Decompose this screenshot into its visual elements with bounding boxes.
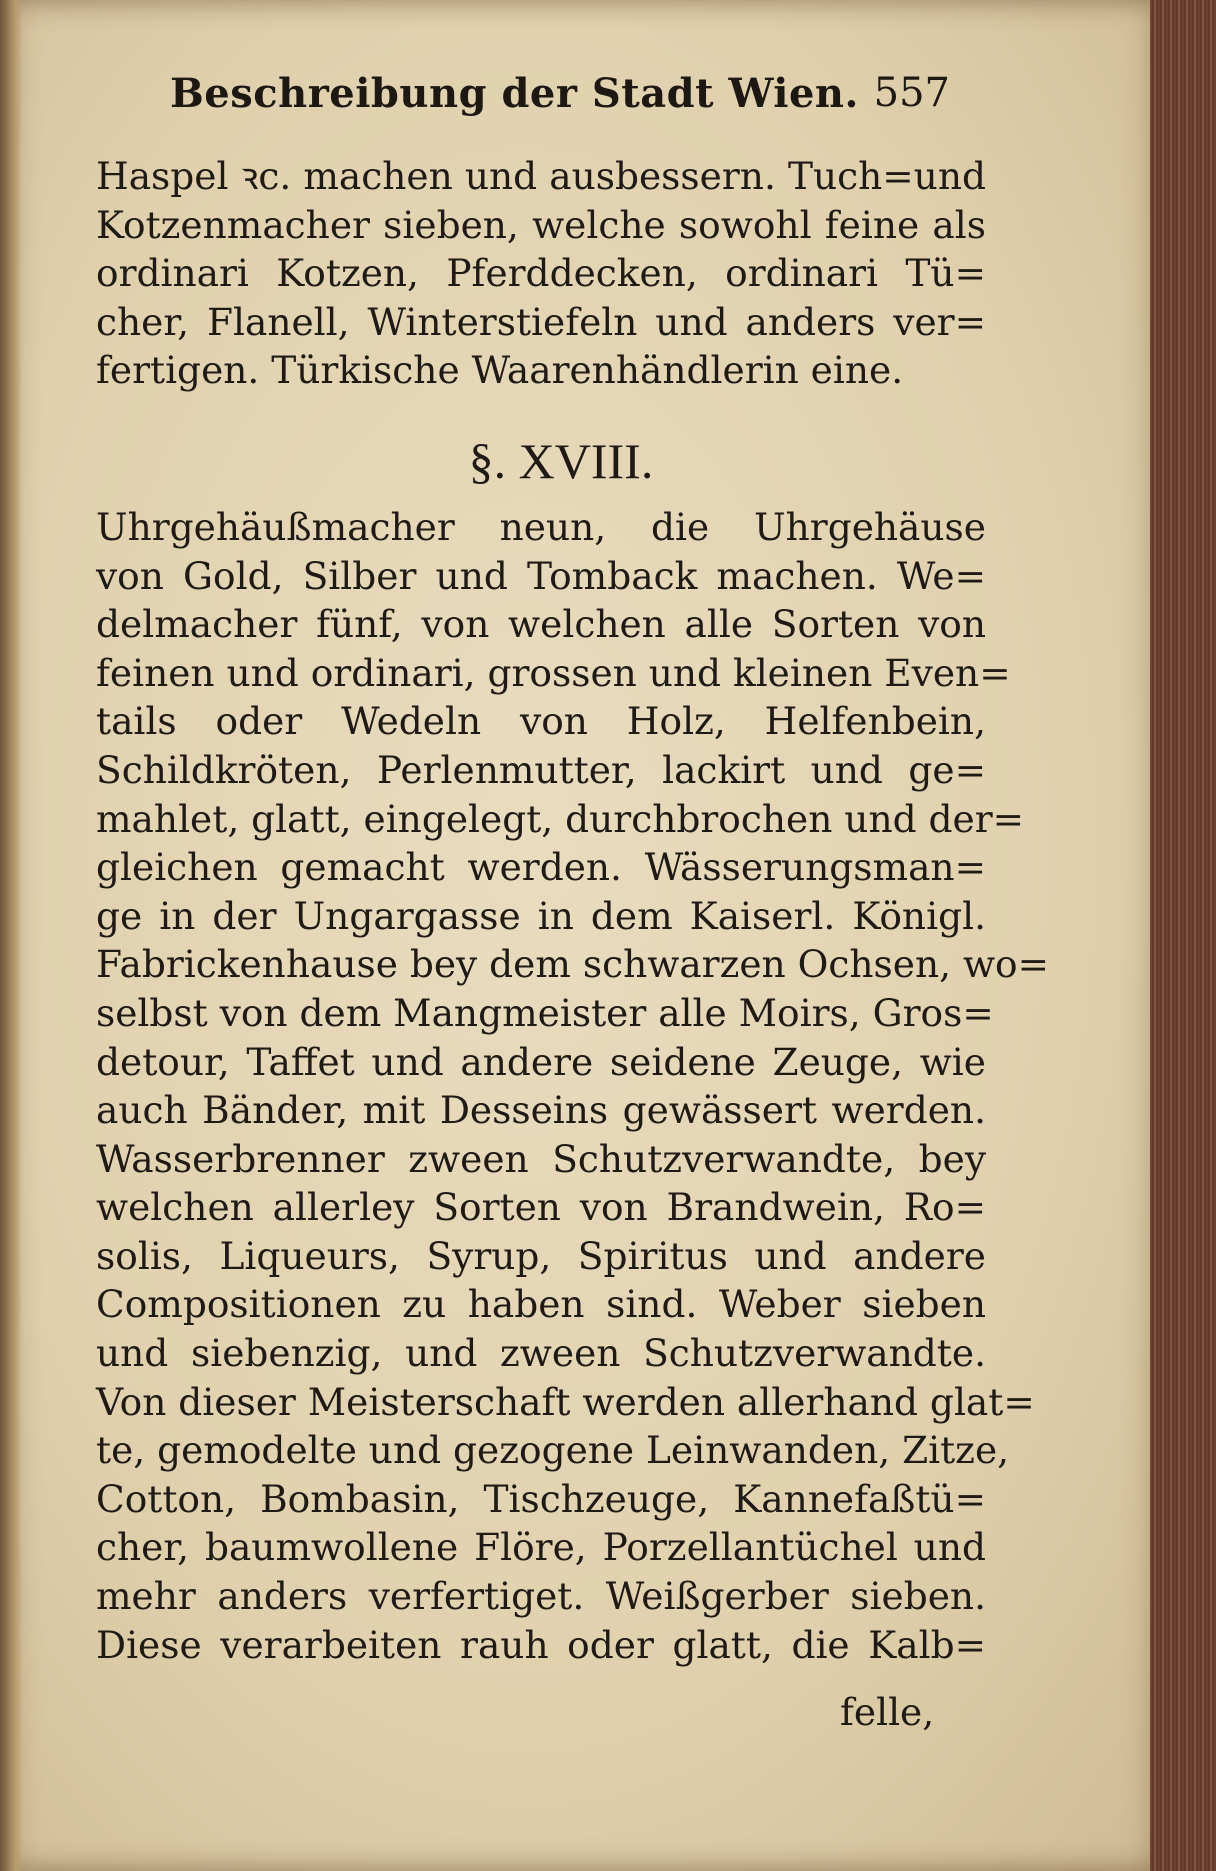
text-line: Uhrgehäußmacher neun, die Uhrgehäuse bbox=[96, 504, 986, 549]
text-line: tails oder Wedeln von Holz, Helfenbein, bbox=[96, 699, 986, 744]
text-line: cher, Flanell, Winterstiefeln und anders ver= bbox=[96, 299, 986, 344]
text-line: Von dieser Meisterschaft werden allerhand glat= bbox=[96, 1379, 1035, 1424]
text-line: Diese verarbeiten rauh oder glatt, die Kalb= bbox=[96, 1622, 986, 1667]
binding-gutter bbox=[0, 0, 22, 1871]
text-line: Kotzenmacher sieben, welche sowohl feine als bbox=[96, 202, 986, 247]
text-line: welchen allerley Sorten von Brandwein, Ro= bbox=[96, 1185, 986, 1230]
text-line: gleichen gemacht werden. Wässerungsman= bbox=[96, 845, 986, 890]
text-line: solis, Liqueurs, Syrup, Spiritus und andere bbox=[96, 1233, 986, 1278]
section-heading: §. XVIII. bbox=[468, 432, 654, 489]
text-line: auch Bänder, mit Desseins gewässert werden. bbox=[96, 1088, 986, 1133]
text-line: Compositionen zu haben sind. Weber sieben bbox=[96, 1282, 986, 1327]
text-line: te, gemodelte und gezogene Leinwanden, Zitze, bbox=[96, 1428, 1010, 1473]
text-line: cher, baumwollene Flöre, Porzellantüchel und bbox=[96, 1525, 986, 1570]
book-fore-edge bbox=[1150, 0, 1216, 1871]
text-line: selbst von dem Mangmeister alle Moirs, Gros= bbox=[96, 990, 994, 1035]
text-line: fertigen. Türkische Waarenhändlerin eine. bbox=[96, 348, 904, 393]
text-line: delmacher fünf, von welchen alle Sorten von bbox=[96, 602, 986, 647]
page-number: 557 bbox=[873, 70, 950, 116]
text-line: Haspel ꝛc. machen und ausbessern. Tuch=und bbox=[96, 154, 986, 198]
text-line: detour, Taffet und andere seidene Zeuge, wie bbox=[96, 1039, 986, 1084]
text-line: von Gold, Silber und Tomback machen. We= bbox=[96, 553, 986, 598]
text-line: Fabrickenhause bey dem schwarzen Ochsen, wo= bbox=[96, 942, 1050, 987]
text-line: ordinari Kotzen, Pferddecken, ordinari Tü= bbox=[96, 251, 986, 296]
text-line: feinen und ordinari, grossen und kleinen Even= bbox=[96, 650, 1011, 695]
text-line: Wasserbrenner zween Schutzverwandte, bey bbox=[96, 1136, 986, 1181]
page-header bbox=[170, 70, 950, 130]
catchword: felle, bbox=[840, 1690, 935, 1734]
text-line: ge in der Ungargasse in dem Kaiserl. Königl. bbox=[96, 893, 986, 938]
text-line: und siebenzig, und zween Schutzverwandte. bbox=[96, 1331, 986, 1376]
text-line: Schildkröten, Perlenmutter, lackirt und ge= bbox=[96, 747, 986, 792]
text-line: mehr anders verfertiget. Weißgerber sieben. bbox=[96, 1574, 986, 1619]
text-line: Cotton, Bombasin, Tischzeuge, Kannefaßtü= bbox=[96, 1476, 986, 1521]
body-text bbox=[96, 152, 1050, 1669]
text-line: mahlet, glatt, eingelegt, durchbrochen und der= bbox=[96, 796, 1025, 841]
running-head: Beschreibung der Stadt Wien. bbox=[170, 70, 859, 117]
